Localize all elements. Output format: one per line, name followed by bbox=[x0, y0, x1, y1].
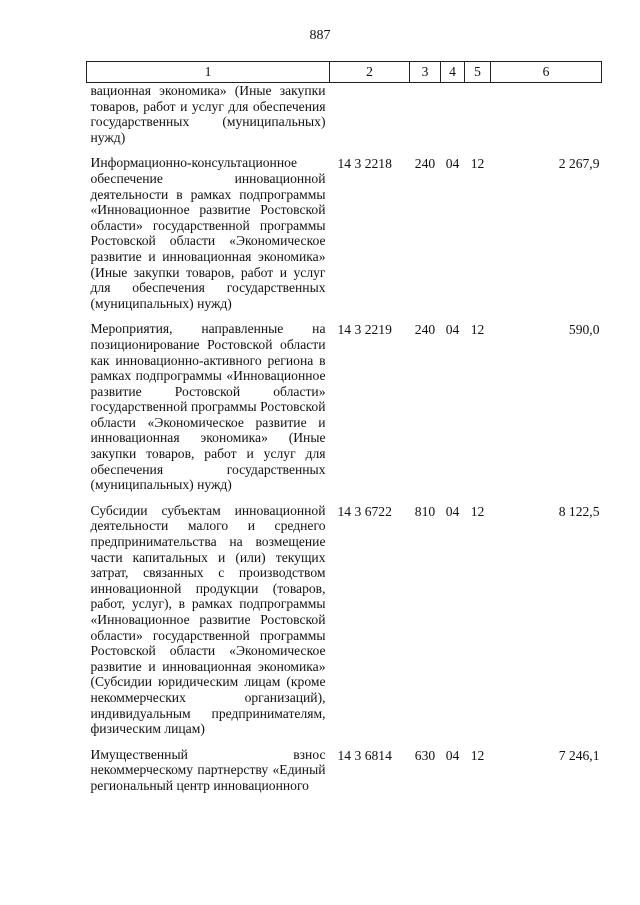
row-col-5: 12 bbox=[470, 747, 485, 763]
header-row bbox=[87, 62, 602, 83]
budget-table bbox=[86, 61, 602, 804]
row-col-4: 04 bbox=[445, 503, 460, 519]
row-code: 14 3 2218 bbox=[337, 156, 392, 172]
header-col-3: 3 bbox=[410, 62, 441, 83]
table-row bbox=[87, 83, 602, 156]
table-header bbox=[87, 62, 602, 83]
row-amount bbox=[491, 83, 602, 156]
row-description: Мероприятия, направленные на позиционирование Ростовской области как инновационно-активного региона в рамках подпрограммы «Инновационное развитие Ростовской области» государственной программы Ростовской области «Экономическое развитие и инновационная экономика» (Иные закупки товаров, работ и услуг для обеспечения государственных (муниципальных) нужд) bbox=[90, 321, 326, 493]
row-amount: 590,0 bbox=[568, 322, 600, 338]
row-col-5: 12 bbox=[470, 322, 485, 338]
row-amount: 7 246,1 bbox=[558, 747, 600, 763]
table-row bbox=[87, 321, 602, 503]
row-col-4: 04 bbox=[445, 156, 460, 172]
row-description: Субсидии субъектам инновационной деятельности малого и среднего предпринимательства на возмещение части капитальных и (или) текущих затрат, связанных с производством инновационной продукции (товаров, работ, услуг), в рамках подпрограммы «Инновационное развитие Ростовской области» государственной программы Ростовской области «Экономическое развитие и инновационная экономика» (Субсидии юридическим лицам (кроме некоммерческих организаций), индивидуальным предпринимателям, физическим лицам) bbox=[90, 502, 326, 737]
row-col-3: 240 bbox=[414, 156, 436, 172]
row-col-5: 12 bbox=[470, 503, 485, 519]
row-amount: 8 122,5 bbox=[558, 503, 600, 519]
header-col-4: 4 bbox=[441, 62, 465, 83]
table-row bbox=[87, 503, 602, 747]
table-row bbox=[87, 155, 602, 321]
row-code: 14 3 6722 bbox=[337, 503, 392, 519]
row-col-4: 04 bbox=[445, 747, 460, 763]
row-description: Информационно-консультационное обеспечение инновационной деятельности в рамках подпрограммы «Инновационное развитие Ростовской области» государственной программы Ростовской области «Экономическое развитие и инновационная экономика» (Иные закупки товаров, работ и услуг для обеспечения государственных (муниципальных) нужд) bbox=[90, 155, 326, 311]
row-col-4 bbox=[441, 83, 465, 156]
row-col-5: 12 bbox=[470, 156, 485, 172]
row-col-3: 240 bbox=[414, 322, 436, 338]
row-code: 14 3 6814 bbox=[337, 747, 392, 763]
header-col-2: 2 bbox=[330, 62, 410, 83]
page-number: 887 bbox=[309, 28, 331, 43]
row-description: вационная экономика» (Иные закупки товаров, работ и услуг для обеспечения государственных (муниципальных) нужд) bbox=[90, 83, 326, 145]
row-col-3 bbox=[410, 83, 441, 156]
row-description: Имущественный взнос некоммерческому партнерству «Единый региональный центр инновационного bbox=[90, 746, 326, 793]
row-code: 14 3 2219 bbox=[337, 322, 392, 338]
row-col-3: 630 bbox=[414, 747, 436, 763]
row-col-3: 810 bbox=[414, 503, 436, 519]
row-col-4: 04 bbox=[445, 322, 460, 338]
table-row bbox=[87, 747, 602, 804]
row-col-5 bbox=[465, 83, 491, 156]
row-code bbox=[330, 83, 410, 156]
header-col-1: 1 bbox=[87, 62, 330, 83]
header-col-5: 5 bbox=[465, 62, 491, 83]
row-amount: 2 267,9 bbox=[558, 156, 600, 172]
header-col-6: 6 bbox=[491, 62, 602, 83]
